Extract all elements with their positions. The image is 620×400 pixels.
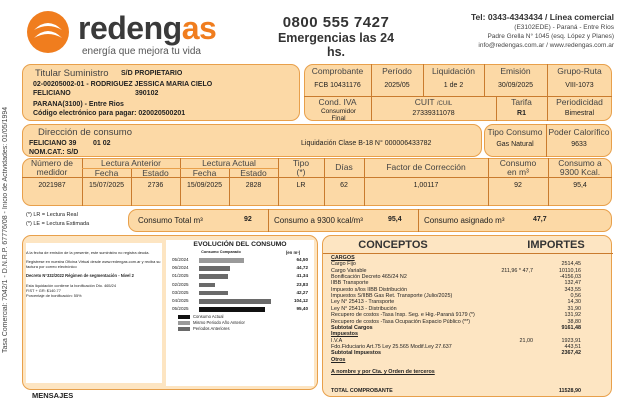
brand-name: redengas	[78, 10, 217, 46]
invoice-periodicidad-label: Periodicidad	[556, 97, 603, 107]
customer-account: 02-00205002-01 - RODRIGUEZ JESSICA MARIA CIELO	[33, 81, 213, 88]
concept-amount: -4156,03	[559, 274, 581, 281]
invoice-iva-label: Cond. IVA	[318, 97, 357, 107]
consumo-kcal-value: 95,4	[388, 216, 402, 223]
liquidacion-clase: Liquidación Clase B-18 N° 000006433782	[301, 140, 432, 147]
concept-label: Ley N° 25413 - Transporte	[331, 299, 395, 306]
invoice-comprobante-value: FCB 10431176	[314, 82, 361, 89]
concept-label: Impuestos S/IIBB Gas Ret. Transporte (Julio/2025)	[331, 293, 453, 300]
invoice-tarifa-value: R1	[517, 110, 526, 117]
chart-value-label: 42,27	[296, 289, 308, 295]
concept-row	[323, 255, 613, 261]
notices-panel	[26, 243, 162, 383]
concept-amount: 132,47	[564, 280, 581, 287]
invoice-liquidacion-value: 1 de 2	[443, 82, 464, 89]
concept-amount: 443,51	[564, 343, 581, 350]
readings-factor-value: 1,00117	[413, 182, 439, 189]
chart-category-label: 05/2024	[172, 257, 189, 262]
concept-label: TOTAL COMPROBANTE	[331, 388, 393, 395]
consumo-asignado-label: Consumo asignado m³	[424, 216, 505, 225]
legend-current: Consumo Actual	[178, 314, 245, 320]
concept-amount: 10110,16	[558, 267, 581, 274]
chart-bar	[199, 266, 230, 271]
chart-column-header: Consumo Comparado	[201, 250, 241, 254]
concept-row	[323, 369, 613, 375]
concept-label: Subtotal Impuestos	[331, 350, 382, 357]
notice-paragraph-2: Registrese en nuestra Oficina Virtual desde www.redengas.com.ar y reciba su factura por correo electrónico	[26, 259, 161, 269]
amounts-header: IMPORTES	[527, 239, 585, 251]
readings-fecha-act-label: Fecha	[192, 168, 217, 178]
concept-row	[323, 287, 613, 293]
readings-anterior-label: Lectura Anterior	[100, 158, 161, 168]
concept-label: A nombre y por Cta. y Orden de terceros	[331, 369, 435, 376]
readings-medidor-value: 2021987	[38, 182, 66, 189]
chart-title: EVOLUCIÓN DEL CONSUMO	[193, 241, 287, 248]
readings-consumo-kcal-label: Consumo a 9300 Kcal.	[558, 158, 602, 177]
company-tel: Tel: 0343-4343434 / Línea comercial	[470, 12, 614, 22]
readings-estado-ant-label: Estado	[142, 168, 169, 178]
emergency-contact	[268, 14, 404, 59]
concept-label: CARGOS	[331, 255, 355, 261]
readings-fecha-ant-value: 15/07/2025	[88, 182, 125, 189]
chart-bar	[199, 307, 265, 312]
invoice-emision-value: 30/09/2025	[497, 82, 534, 89]
concept-amount: 131,92	[564, 312, 581, 319]
chart-bar	[199, 258, 244, 263]
customer-title-label: Titular Suministro	[35, 68, 109, 79]
invoice-tarifa-label: Tarifa	[511, 97, 532, 107]
readings-estado-ant-value: 2736	[147, 182, 164, 189]
invoice-cuit-label: CUIT /CUIL	[414, 97, 453, 107]
concept-amount: 0,56	[570, 293, 581, 300]
notice-paragraph-1: A la fecha de emisión de la presente, este suministro no registra deuda.	[26, 250, 150, 255]
readings-tipo-value: LR	[296, 182, 306, 189]
concept-amount: 14,30	[567, 299, 581, 306]
legend-previous: Periodos Anteriores	[178, 326, 245, 332]
concept-label: Cargo Variable	[331, 267, 367, 274]
chart-bars	[166, 256, 314, 316]
chart-legend	[178, 314, 245, 332]
concept-row	[323, 274, 613, 280]
concept-row	[323, 344, 613, 350]
readings-tipo-label: Tipo (*)	[292, 158, 310, 177]
readings-estado-act-label: Estado	[240, 168, 267, 178]
chart-value-label: 44,72	[296, 265, 308, 271]
readings-fecha-act-value: 15/09/2025	[186, 182, 223, 189]
poder-calorifico-label: Poder Calorífico	[548, 127, 610, 137]
concepts-list	[323, 255, 613, 396]
concept-row	[323, 357, 613, 363]
note-lr: (*) LR = Lectura Real	[26, 212, 78, 218]
note-le: (*) LE = Lectura Estimada	[26, 221, 90, 227]
tipo-consumo-value: Gas Natural	[496, 141, 534, 148]
messages-label: MENSAJES	[32, 391, 74, 400]
concepts-header: CONCEPTOS	[358, 239, 428, 251]
chart-value-label: 64,50	[296, 257, 308, 262]
chart-category-label: 04/2025	[172, 298, 189, 303]
chart-category-label: 02/2025	[172, 281, 189, 287]
company-email: info@redengas.com.ar / www.redengas.com.ar	[478, 42, 614, 49]
emergency-hours: Emergencias las 24 hs.	[277, 31, 395, 59]
readings-actual-label: Lectura Actual	[202, 158, 256, 168]
legend-same-period: Mismo Periodo Año Anterior	[178, 320, 245, 326]
readings-factor-label: Factor de Corrección	[386, 162, 466, 172]
company-postal: (E3102EDE) - Paraná - Entre Ríos	[514, 24, 614, 31]
readings-medidor-label: Número de medidor	[30, 158, 74, 177]
concept-amount: 2514,45	[561, 261, 581, 268]
invoice-iva-value: Consumidor Final	[320, 108, 357, 122]
notice-paragraph-5: Porcentaje de bonificación: 55%	[26, 293, 82, 298]
consumption-chart	[166, 240, 314, 386]
customer-city: PARANA(3100) - Entre Rios	[33, 101, 124, 108]
chart-category-label: 01/2025	[172, 273, 189, 279]
chart-value-label: 23,83	[296, 281, 308, 287]
chart-bar	[199, 291, 228, 296]
invoice-emision-label: Emisión	[500, 66, 531, 76]
concept-label: Impuesto s/los IIBB Distribución	[331, 286, 408, 293]
chart-row	[166, 297, 314, 305]
customer-code: 390102	[135, 90, 159, 97]
readings-consumo-kcal-value: 95,4	[573, 182, 587, 189]
customer-box	[22, 64, 300, 121]
company-info	[414, 12, 614, 50]
consumo-total-label: Consumo Total m³	[138, 216, 203, 225]
chart-value-label: 95,40	[296, 306, 308, 312]
concept-amount: 1923,91	[561, 337, 581, 344]
concept-label: Ley N° 25413 - Distribución	[331, 305, 397, 312]
customer-title-value: S/D PROPIETARIO	[121, 70, 183, 77]
concept-label: Subtotal Cargos	[331, 324, 373, 331]
concept-amount: 343,55	[564, 286, 581, 293]
chart-row	[166, 281, 314, 289]
chart-bar	[199, 283, 215, 288]
concept-row	[323, 388, 613, 394]
sidebar-legal-text: Tasa Comercial: 7042/1 - D.N.R.P. 67776/08 - Inicio de Actividades: 01/05/1994	[2, 106, 9, 354]
concept-label: Fdo.Fiduciario Art.75 Ley 25.565 Modif.Ley 27.637	[331, 343, 452, 350]
concept-row	[323, 293, 613, 299]
concept-row	[323, 363, 613, 369]
chart-row	[166, 264, 314, 272]
readings-dias-value: 62	[340, 182, 348, 189]
address-unit: 01 02	[93, 140, 111, 147]
concept-row	[323, 268, 613, 274]
invoice-cuit-value: 27339311078	[412, 110, 455, 117]
readings-fecha-ant-label: Fecha	[94, 168, 119, 178]
chart-units: (en m³)	[285, 250, 301, 255]
readings-estado-act-value: 2828	[245, 182, 262, 189]
chart-category-label: 03/2025	[172, 289, 189, 295]
address-line1: FELICIANO 39	[29, 140, 77, 147]
invoice-grupo-value: VIII-1073	[565, 82, 594, 89]
concept-amount: 2367,42	[561, 350, 581, 357]
concept-label: I.V.A	[331, 337, 343, 344]
chart-category-label: 05/2025	[172, 306, 189, 312]
address-nomcat: NOM.CAT.: S/D	[29, 149, 79, 156]
concept-row	[323, 299, 613, 305]
address-box	[22, 124, 482, 157]
concept-row	[323, 350, 613, 356]
brand-tagline: energía que mejora tu vida	[82, 46, 201, 57]
concept-row	[323, 306, 613, 312]
poder-calorifico-value: 9633	[571, 141, 587, 148]
concept-row	[323, 331, 613, 337]
chart-row	[166, 272, 314, 280]
chart-row	[166, 305, 314, 313]
concept-label: Recupero de costos -Tasa Ocupación Espacio Público (**)	[331, 318, 471, 325]
chart-bar	[199, 299, 271, 304]
notice-decree: Decreto N°332/2022 Régimen de segmentación - Nivel 2	[26, 273, 134, 278]
chart-value-label: 41,34	[296, 273, 308, 279]
consumo-total-value: 92	[244, 216, 252, 223]
readings-consumo-m3-label: Consumo en m³	[499, 158, 537, 177]
tipo-consumo-label: Tipo Consumo	[487, 127, 543, 137]
invoice-grupo-label: Grupo-Ruta	[557, 66, 602, 76]
concept-amount: 9161,48	[561, 324, 581, 331]
consumo-asignado-value: 47,7	[533, 216, 547, 223]
concept-row	[323, 312, 613, 318]
invoice-liquidacion-label: Liquidación	[431, 66, 475, 76]
invoice-periodo-label: Período	[382, 66, 412, 76]
chart-bar	[199, 274, 228, 279]
concept-row	[323, 382, 613, 388]
concept-row	[323, 319, 613, 325]
concept-row	[323, 261, 613, 267]
chart-row	[166, 256, 314, 264]
chart-value-label: 104,12	[293, 298, 308, 303]
company-address: Padre Grella N° 1045 (esq. López y Planes)	[487, 33, 614, 40]
concept-rate: 211,96 * 47,7	[501, 267, 533, 274]
concepts-panel	[322, 235, 612, 397]
concept-amount: 31,90	[567, 305, 581, 312]
concept-rate: 21,00	[519, 337, 533, 344]
consumo-kcal-label: Consumo a 9300 kcal/m³	[274, 216, 363, 225]
invoice-periodo-value: 2025/05	[384, 82, 410, 89]
concept-row	[323, 325, 613, 331]
concept-label: Otros	[331, 356, 346, 363]
concept-label: Recupero de costos -Tasa Insp. Seg. e Hig.-Paraná 9179 (*)	[331, 312, 475, 319]
customer-epay-code: Código electrónico para pagar: 020020500201	[33, 110, 186, 117]
chart-category-label: 06/2024	[172, 265, 189, 271]
concept-label: Cargo Fijo	[331, 261, 356, 268]
invoice-comprobante-label: Comprobante	[311, 66, 364, 76]
concept-row	[323, 280, 613, 286]
notice-paragraph-3: Esta liquidación contiene la bonificación Dto. 465/24	[26, 283, 116, 288]
notice-paragraph-4: FIST + GR: $140.77	[26, 288, 61, 293]
concept-label: IIBB Transporte	[331, 280, 369, 287]
concept-amount: 11528,90	[558, 388, 581, 395]
concept-label: Bonificación Decreto 465/24 N2	[331, 274, 407, 281]
emergency-phone: 0800 555 7427	[282, 14, 390, 31]
readings-consumo-m3-value: 92	[514, 182, 522, 189]
address-label: Dirección de consumo	[38, 127, 132, 138]
concept-row	[323, 376, 613, 382]
readings-dias-label: Días	[335, 162, 353, 172]
chart-row	[166, 289, 314, 297]
concept-label: Impuestos	[331, 331, 358, 338]
customer-name-line2: FELICIANO	[33, 90, 71, 97]
invoice-periodicidad-value: Bimestral	[564, 110, 595, 117]
redengas-flame-icon	[24, 8, 72, 56]
brand-logo	[24, 8, 244, 56]
concept-row	[323, 338, 613, 344]
concept-amount: 38,80	[567, 318, 581, 325]
